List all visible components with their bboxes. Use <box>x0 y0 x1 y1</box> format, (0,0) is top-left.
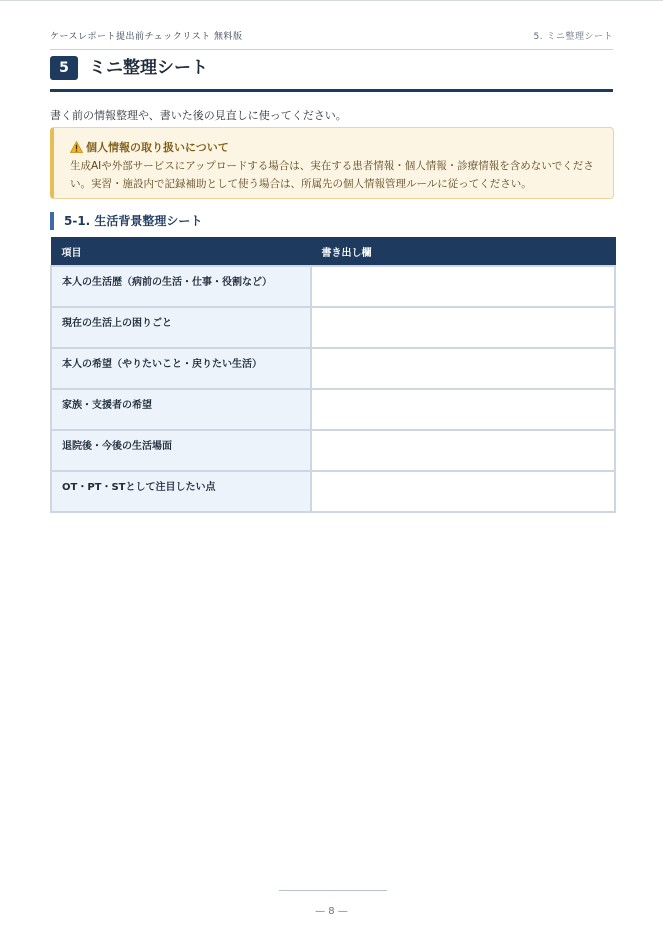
privacy-notice <box>50 127 614 199</box>
section-title: ミニ整理シート <box>89 58 208 78</box>
row-item-label: OT・PT・STとして注目したい点 <box>51 471 311 512</box>
row-item-label: 家族・支援者の希望 <box>51 389 311 430</box>
table-row <box>51 471 615 512</box>
row-item-label: 退院後・今後の生活場面 <box>51 430 311 471</box>
section-intro: 書く前の情報整理や、書いた後の見直しに使ってください。 <box>50 109 347 122</box>
row-write-in-cell[interactable] <box>311 266 615 307</box>
warning-icon <box>70 141 83 153</box>
table-row <box>51 389 615 430</box>
page-number: — 8 — <box>315 906 348 917</box>
table-row <box>51 307 615 348</box>
notice-title: 個人情報の取り扱いについて <box>86 141 229 154</box>
running-section-title: 5. ミニ整理シート <box>533 32 613 42</box>
row-write-in-cell[interactable] <box>311 348 615 389</box>
life-background-table <box>50 237 616 513</box>
row-write-in-cell[interactable] <box>311 471 615 512</box>
section-number-badge: 5 <box>50 56 78 80</box>
table-header-row <box>51 238 615 266</box>
page-top-rule <box>0 0 663 1</box>
row-item-label: 本人の希望（やりたいこと・戻りたい生活） <box>51 348 311 389</box>
document-title: ケースレポート提出前チェックリスト 無料版 <box>50 32 243 42</box>
table-row <box>51 430 615 471</box>
row-write-in-cell[interactable] <box>311 430 615 471</box>
section-divider <box>50 89 613 92</box>
row-item-label: 本人の生活歴（病前の生活・仕事・役割など） <box>51 266 311 307</box>
footer-divider <box>279 890 387 891</box>
page-header <box>50 29 613 43</box>
header-divider <box>50 49 613 50</box>
notice-body: 生成AIや外部サービスにアップロードする場合は、実在する患者情報・個人情報・診療情報を含めないでください。実習・施設内で記録補助として使う場合は、所属先の個人情報管理ルールに従ってください。 <box>70 160 594 190</box>
subsection-title: 5-1. 生活背景整理シート <box>50 212 202 230</box>
row-write-in-cell[interactable] <box>311 307 615 348</box>
table-row <box>51 348 615 389</box>
column-header-notes: 書き出し欄 <box>311 238 615 266</box>
notice-heading <box>70 139 229 155</box>
table-row <box>51 266 615 307</box>
section-heading <box>50 56 613 92</box>
column-header-item: 項目 <box>51 238 311 266</box>
row-item-label: 現在の生活上の困りごと <box>51 307 311 348</box>
row-write-in-cell[interactable] <box>311 389 615 430</box>
